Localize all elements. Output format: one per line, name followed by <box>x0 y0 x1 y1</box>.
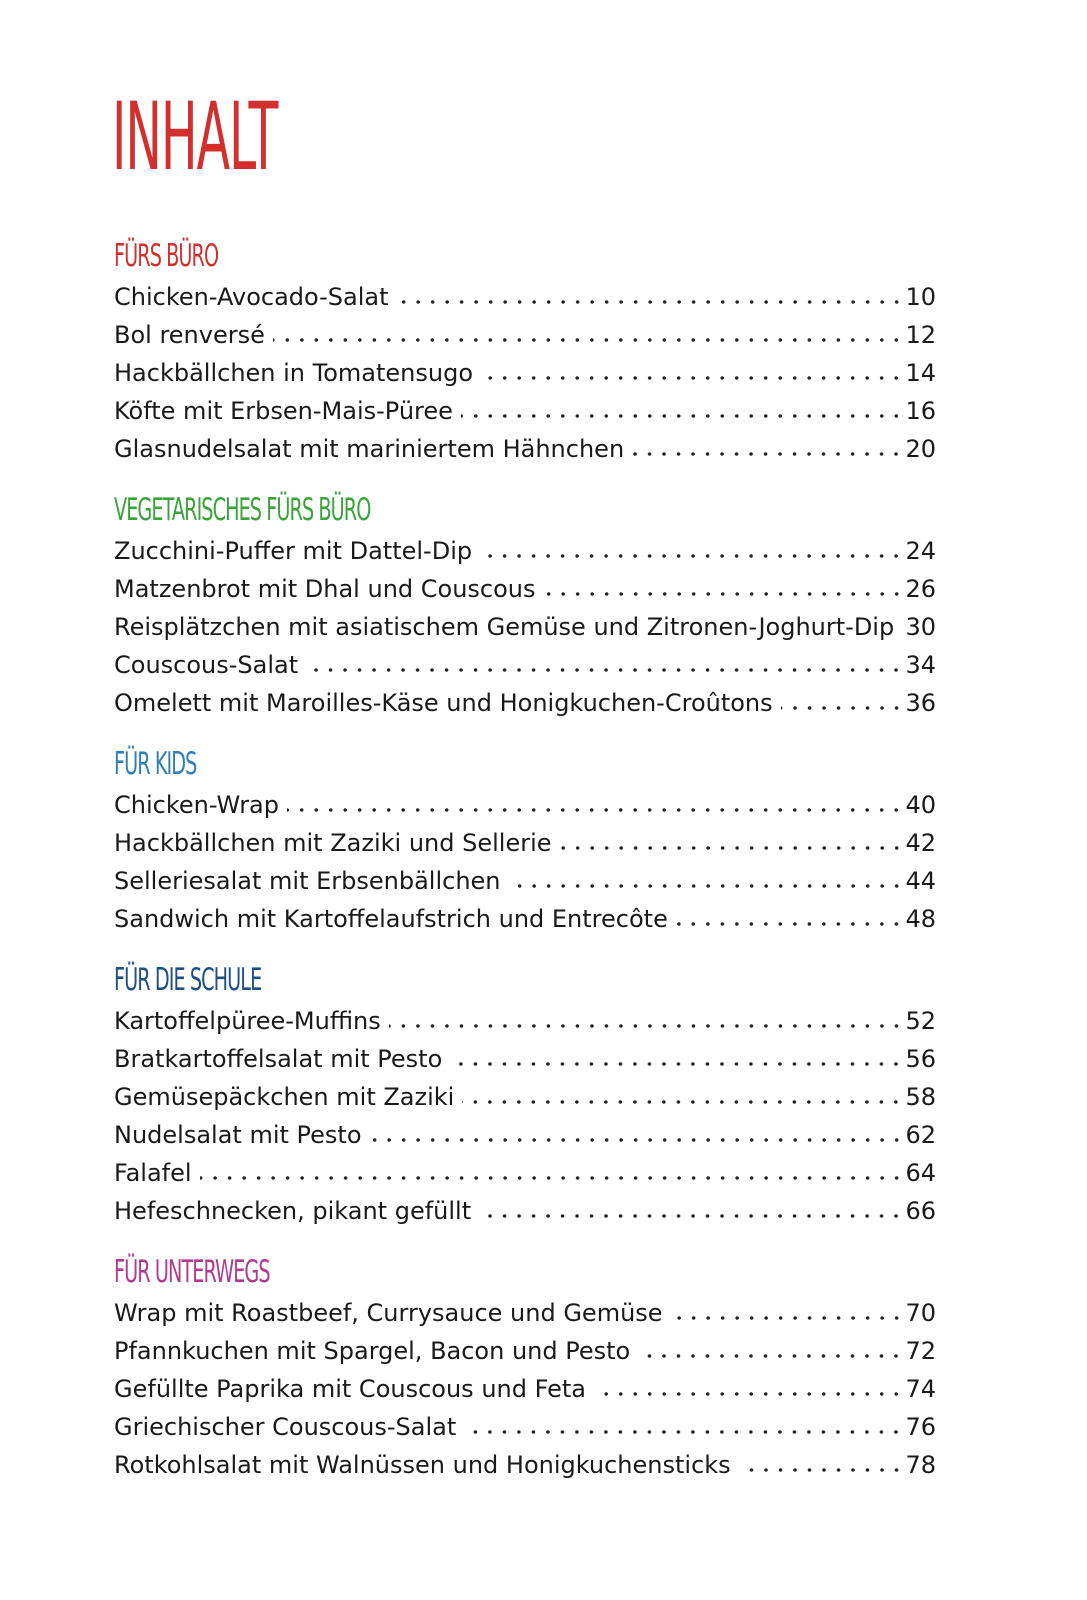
entry-page: 36 <box>905 689 936 717</box>
entry-title: Bol renversé <box>114 321 265 349</box>
entry-title: Köfte mit Erbsen-Mais-Püree <box>114 397 453 425</box>
entry-title: Rotkohlsalat mit Walnüssen und Honigkuchensticks <box>114 1451 731 1479</box>
entry-list <box>114 786 936 938</box>
leader-dots <box>632 452 903 456</box>
entry-title: Bratkartoffelsalat mit Pesto <box>114 1045 443 1073</box>
leader-dots <box>638 1354 903 1358</box>
entry-list <box>114 278 936 468</box>
toc-entry[interactable] <box>114 532 936 570</box>
toc-entry[interactable] <box>114 354 936 392</box>
leader-dots <box>397 300 904 304</box>
toc-entry[interactable] <box>114 278 936 316</box>
toc-entry[interactable] <box>114 862 936 900</box>
entry-title: Sandwich mit Kartoffelaufstrich und Entrecôte <box>114 905 668 933</box>
leader-dots <box>676 922 904 926</box>
entry-page: 44 <box>905 867 936 895</box>
entry-title: Chicken-Wrap <box>114 791 279 819</box>
toc-entry[interactable] <box>114 1408 936 1446</box>
toc-entry[interactable] <box>114 824 936 862</box>
leader-dots <box>781 706 904 710</box>
toc-entry[interactable] <box>114 1040 936 1078</box>
entry-title: Pfannkuchen mit Spargel, Bacon und Pesto <box>114 1337 631 1365</box>
entry-page: 70 <box>905 1299 936 1327</box>
entry-page: 64 <box>905 1159 936 1187</box>
toc-entry[interactable] <box>114 392 936 430</box>
entry-title: Griechischer Couscous-Salat <box>114 1413 457 1441</box>
toc-entry[interactable] <box>114 786 936 824</box>
leader-dots <box>464 1430 903 1434</box>
leader-dots <box>544 592 904 596</box>
page-title: INHALT <box>112 83 278 192</box>
table-of-contents <box>114 236 936 1484</box>
leader-dots <box>450 1062 903 1066</box>
entry-page: 30 <box>905 613 936 641</box>
entry-page: 12 <box>905 321 936 349</box>
leader-dots <box>479 1214 903 1218</box>
section-heading: FÜR UNTERWEGS <box>114 1254 270 1290</box>
entry-page: 66 <box>905 1197 936 1225</box>
toc-entry[interactable] <box>114 1154 936 1192</box>
entry-page: 48 <box>905 905 936 933</box>
leader-dots <box>306 668 903 672</box>
leader-dots <box>481 376 903 380</box>
entry-page: 34 <box>905 651 936 679</box>
entry-page: 78 <box>905 1451 936 1479</box>
toc-entry[interactable] <box>114 1002 936 1040</box>
entry-title: Wrap mit Roastbeef, Currysauce und Gemüse <box>114 1299 663 1327</box>
entry-title: Gemüsepäckchen mit Zaziki <box>114 1083 455 1111</box>
entry-title: Zucchini-Puffer mit Dattel-Dip <box>114 537 473 565</box>
entry-title: Hackbällchen mit Zaziki und Sellerie <box>114 829 552 857</box>
leader-dots <box>739 1468 904 1472</box>
entry-page: 62 <box>905 1121 936 1149</box>
section-heading: VEGETARISCHES FÜRS BÜRO <box>114 492 371 528</box>
toc-entry[interactable] <box>114 316 936 354</box>
entry-title: Reisplätzchen mit asiatischem Gemüse und Zitronen-Joghurt-Dip <box>114 613 895 641</box>
entry-list <box>114 1294 936 1484</box>
entry-title: Falafel <box>114 1159 192 1187</box>
toc-entry[interactable] <box>114 1332 936 1370</box>
toc-entry[interactable] <box>114 1370 936 1408</box>
leader-dots <box>480 554 903 558</box>
entry-title: Kartoffelpüree-Muffins <box>114 1007 381 1035</box>
entry-title: Omelett mit Maroilles-Käse und Honigkuchen-Croûtons <box>114 689 773 717</box>
leader-dots <box>594 1392 903 1396</box>
entry-page: 40 <box>905 791 936 819</box>
entry-title: Gefüllte Paprika mit Couscous und Feta <box>114 1375 586 1403</box>
leader-dots <box>389 1024 904 1028</box>
toc-entry[interactable] <box>114 1192 936 1230</box>
entry-title: Couscous-Salat <box>114 651 299 679</box>
leader-dots <box>560 846 904 850</box>
toc-entry[interactable] <box>114 608 936 646</box>
entry-title: Matzenbrot mit Dhal und Couscous <box>114 575 536 603</box>
entry-title: Glasnudelsalat mit mariniertem Hähnchen <box>114 435 625 463</box>
entry-title: Hackbällchen in Tomatensugo <box>114 359 474 387</box>
entry-page: 72 <box>905 1337 936 1365</box>
toc-entry[interactable] <box>114 1446 936 1484</box>
toc-entry[interactable] <box>114 646 936 684</box>
entry-page: 74 <box>905 1375 936 1403</box>
section-heading: FÜRS BÜRO <box>114 238 219 274</box>
entry-page: 52 <box>905 1007 936 1035</box>
entry-page: 24 <box>905 537 936 565</box>
leader-dots <box>509 884 904 888</box>
toc-entry[interactable] <box>114 1116 936 1154</box>
toc-entry[interactable] <box>114 1294 936 1332</box>
toc-entry[interactable] <box>114 1078 936 1116</box>
toc-entry[interactable] <box>114 430 936 468</box>
leader-dots <box>671 1316 904 1320</box>
entry-page: 26 <box>905 575 936 603</box>
entry-list <box>114 1002 936 1230</box>
leader-dots <box>462 1100 903 1104</box>
entry-page: 20 <box>905 435 936 463</box>
entry-title: Selleriesalat mit Erbsenbällchen <box>114 867 501 895</box>
section-vegetarisches-fuers-buero <box>114 490 936 722</box>
entry-page: 10 <box>905 283 936 311</box>
leader-dots <box>200 1176 904 1180</box>
toc-entry[interactable] <box>114 900 936 938</box>
entry-page: 76 <box>905 1413 936 1441</box>
toc-entry[interactable] <box>114 684 936 722</box>
leader-dots <box>287 808 903 812</box>
section-heading: FÜR DIE SCHULE <box>114 962 262 998</box>
entry-list <box>114 532 936 722</box>
entry-title: Chicken-Avocado-Salat <box>114 283 389 311</box>
entry-title: Hefeschnecken, pikant gefüllt <box>114 1197 472 1225</box>
leader-dots <box>273 338 904 342</box>
leader-dots <box>370 1138 904 1142</box>
section-fuer-die-schule <box>114 960 936 1230</box>
section-fuer-kids <box>114 744 936 938</box>
section-heading: FÜR KIDS <box>114 746 197 782</box>
entry-page: 42 <box>905 829 936 857</box>
entry-title: Nudelsalat mit Pesto <box>114 1121 362 1149</box>
section-fuer-unterwegs <box>114 1252 936 1484</box>
entry-page: 56 <box>905 1045 936 1073</box>
section-fuers-buero <box>114 236 936 468</box>
entry-page: 16 <box>905 397 936 425</box>
entry-page: 58 <box>905 1083 936 1111</box>
leader-dots <box>461 414 904 418</box>
toc-entry[interactable] <box>114 570 936 608</box>
entry-page: 14 <box>905 359 936 387</box>
